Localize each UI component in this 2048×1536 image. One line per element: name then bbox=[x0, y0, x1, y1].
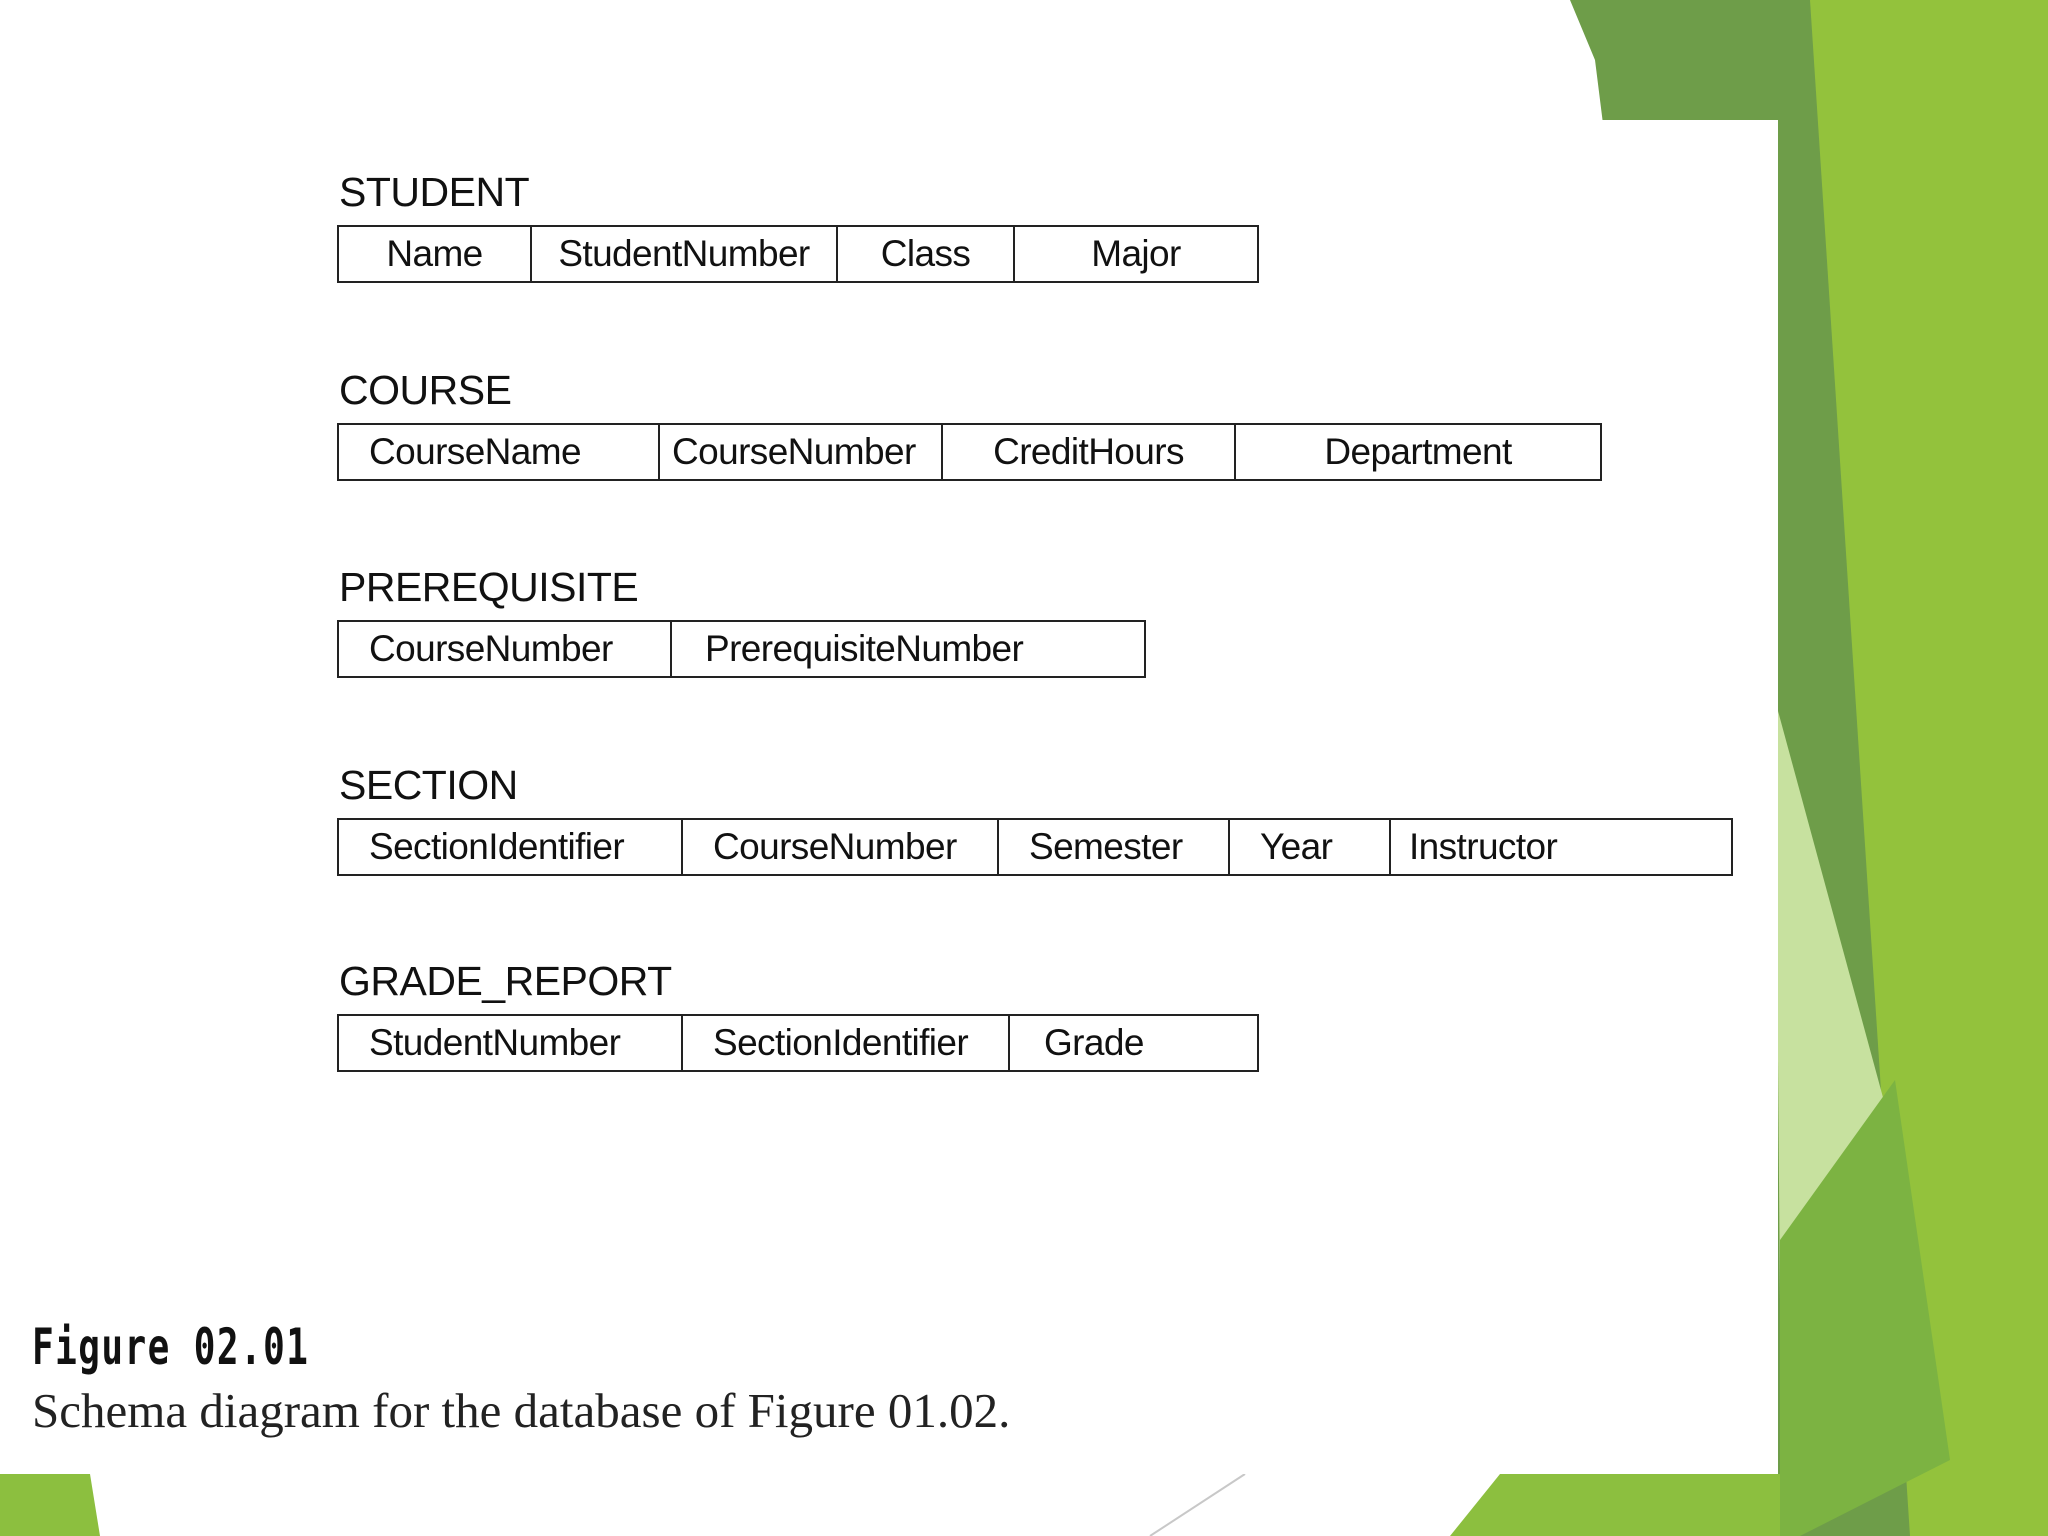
attribute-cell: CreditHours bbox=[943, 425, 1236, 479]
caption-text: Schema diagram for the database of Figure 01.02. bbox=[32, 1383, 1011, 1438]
attribute-cell: Instructor bbox=[1409, 826, 1558, 867]
attribute-cell: CourseNumber bbox=[660, 425, 943, 479]
attribute-cell: StudentNumber bbox=[339, 1016, 683, 1070]
attribute-cell: SectionIdentifier bbox=[339, 820, 683, 874]
attribute-cell: CourseNumber bbox=[339, 622, 672, 676]
attribute-cell: CourseName bbox=[339, 425, 660, 479]
attribute-row bbox=[337, 620, 1146, 678]
attribute-cell: StudentNumber bbox=[532, 227, 838, 281]
attribute-row bbox=[337, 225, 1259, 283]
thin-line-decoration bbox=[1150, 1474, 1245, 1536]
relation-section bbox=[337, 762, 1733, 876]
caption-label: Figure 02.01 bbox=[32, 1318, 310, 1376]
attribute-row bbox=[337, 1014, 1259, 1072]
relation-name: SECTION bbox=[339, 762, 518, 808]
relation-grade-report bbox=[337, 958, 1259, 1072]
figure-caption bbox=[32, 1318, 1010, 1439]
green-shape-bottom-left bbox=[0, 1474, 100, 1536]
attribute-cell: PrerequisiteNumber bbox=[705, 628, 1024, 669]
relation-course bbox=[337, 367, 1602, 481]
attribute-cell: SectionIdentifier bbox=[683, 1016, 1010, 1070]
green-shape-bottom bbox=[1450, 1474, 1780, 1536]
relation-prerequisite bbox=[337, 564, 1146, 678]
attribute-cell: Semester bbox=[999, 820, 1230, 874]
relation-name: STUDENT bbox=[339, 169, 530, 215]
attribute-cell: Class bbox=[838, 227, 1015, 281]
attribute-cell: Major bbox=[1091, 233, 1181, 274]
attribute-row bbox=[337, 423, 1602, 481]
relation-name: GRADE_REPORT bbox=[339, 958, 672, 1004]
attribute-cell: CourseNumber bbox=[683, 820, 999, 874]
attribute-row bbox=[337, 818, 1733, 876]
attribute-cell: Year bbox=[1230, 820, 1391, 874]
relation-name: PREREQUISITE bbox=[339, 564, 639, 610]
attribute-cell: Name bbox=[339, 227, 532, 281]
relation-student bbox=[337, 169, 1259, 283]
relation-name: COURSE bbox=[339, 367, 512, 413]
attribute-cell: Department bbox=[1324, 431, 1512, 472]
attribute-cell: Grade bbox=[1044, 1022, 1144, 1063]
